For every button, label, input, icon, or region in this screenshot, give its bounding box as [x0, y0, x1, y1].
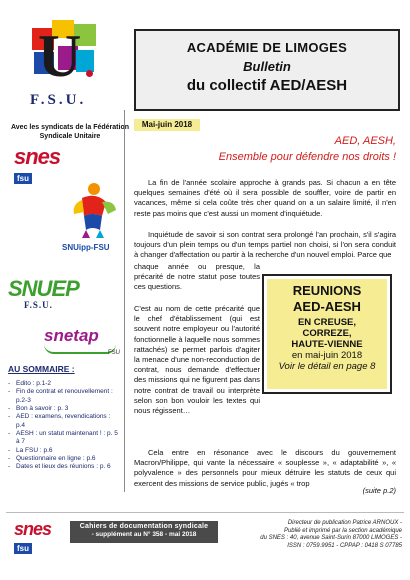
continued-note: (suite p.2) — [362, 486, 396, 495]
publication-line-3: du SNES : 40, avenue Saint-Surin 87000 LIMOGES - — [260, 535, 402, 542]
snetap-logo — [44, 326, 124, 366]
reunion-period: en mai-juin 2018 — [291, 350, 363, 361]
cahier-banner — [70, 521, 218, 543]
fsu-logo-text: F.S.U. — [30, 92, 87, 108]
snuep-fsu-tag: F.S.U. — [24, 300, 53, 310]
snes-logo-word: snes — [14, 144, 61, 169]
summary-item: - Edito : p.1-2 — [8, 380, 120, 388]
summary-item: - Bon à savoir : p. 3 — [8, 405, 120, 413]
summary-item: - La FSU : p.6 — [8, 447, 120, 455]
reunion-box-inner — [267, 279, 387, 389]
snuep-logo — [8, 278, 82, 322]
paragraph-2: Inquiétude de savoir si son contrat sera prolongé l'an prochain, s'il s'agira toujours d'un plein temps ou d'un temps partiel non choisi, si l'on sera conduit à changer d'affectation ou partir à la recherche d'un nouvel emploi. Parce que — [134, 230, 396, 260]
affiliation-text: Avec les syndicats de la Fédération Syndicale Unitaire — [10, 124, 129, 140]
publication-info — [236, 520, 402, 550]
headline-line2: Ensemble pour défendre nos droits ! — [218, 151, 396, 163]
snuipp-figure-icon — [62, 182, 122, 238]
header-bulletin: Bulletin — [243, 59, 291, 74]
snuipp-label: SNUipp-FSU — [62, 243, 110, 252]
issue-date: Mai-juin 2018 — [134, 119, 200, 131]
paragraph-4-text: C'est au nom de cette précarité que le chef d'établissement (qui est souvent notre employeur ou l'autorité fonctionnelle à laquelle nous sommes rattachés) se permet parfois d'agiter la menace d'une non-reconduction de contrat, nous demande d'effectuer des missions qui ne figurent pas dans notre contrat de travail ou interprète selon son bon vouloir les textes qui nous régissent… — [134, 304, 260, 416]
reunion-place-2: CORREZE, — [302, 328, 352, 339]
footer-snes-logo — [14, 520, 64, 564]
snes-fsu-tag: fsu — [14, 173, 32, 184]
snuep-logo-word: SNUEP — [8, 276, 79, 301]
summary-item: - Fin de contrat et renouvellement : p.2-3 — [8, 388, 120, 405]
footer-divider — [6, 512, 404, 513]
paragraph-5: Cela entre en résonance avec le discours du gouvernement Macron/Philippe, qui vante la nécessaire « souplesse », « adaptabilité », « polyvalence » des personnels pour mieux détruire les statuts de ceux qui exercent des missions de service public, jugés « trop — [134, 448, 396, 488]
snetap-logo-word: snetap — [44, 326, 99, 345]
reunion-place-1: EN CREUSE, — [297, 317, 357, 328]
reunion-title: REUNIONS — [292, 283, 362, 298]
publication-line-4: ISSN : 0759.9951 - CPPAP : 0418 S 07785 — [287, 542, 402, 549]
cahier-line-1: Cahiers de documentation syndicale — [79, 523, 209, 530]
paragraph-3: chaque année ou presque, la précarité de notre statut pose toutes ces questions. — [134, 262, 260, 292]
snetap-arc — [44, 344, 116, 354]
publication-line-1: Directeur de publication Patrice ARNOUX - — [287, 520, 402, 526]
summary-title: AU SOMMAIRE : — [8, 364, 75, 374]
paragraph-4 — [134, 304, 260, 416]
summary-item: - Questionnaire en ligne : p.6 — [8, 455, 120, 463]
summary-item: - AED : examens, revendications : p.4 — [8, 413, 120, 430]
fsu-logo-graphic: U — [30, 20, 100, 90]
summary-list — [8, 380, 120, 471]
snuipp-logo — [62, 182, 128, 262]
reunion-place-3: HAUTE-VIENNE — [291, 339, 363, 350]
header-academy: ACADÉMIE DE LIMOGES — [186, 40, 348, 55]
footer-fsu-tag: fsu — [14, 543, 32, 554]
footer-snes-word: snes — [14, 519, 52, 539]
bulletin-header — [134, 29, 400, 111]
summary-item: - AESH : un statut maintenant ! : p. 5 à 7 — [8, 430, 120, 447]
reunion-see-page: Voir le détail en page 8 — [278, 361, 376, 372]
reunion-subtitle: AED-AESH — [293, 299, 361, 314]
column-divider — [124, 110, 125, 492]
paragraph-1: La fin de l'année scolaire approche à grands pas. Si chacun a en tête quelques semaines d'été où il sera possible de souffler, voire de partir en vacances, même si cela coûte très cher quand on a un salaire limité, il n'en reste pas moins que c'est aussi un moment d'inquiétude. — [134, 178, 396, 218]
summary-section — [8, 364, 120, 471]
reunion-box — [262, 274, 392, 394]
cahier-line-2: - supplément au N° 358 - mai 2018 — [91, 531, 197, 538]
publication-line-2: Publié et imprimé par la section académique — [283, 527, 402, 534]
header-collectif: du collectif AED/AESH — [186, 77, 348, 94]
headline-line1: AED, AESH, — [334, 135, 396, 147]
summary-item: - Dates et lieux des réunions : p. 6 — [8, 463, 120, 471]
snetap-fsu-tag: FSU — [108, 350, 120, 356]
fsu-logo — [30, 20, 100, 108]
